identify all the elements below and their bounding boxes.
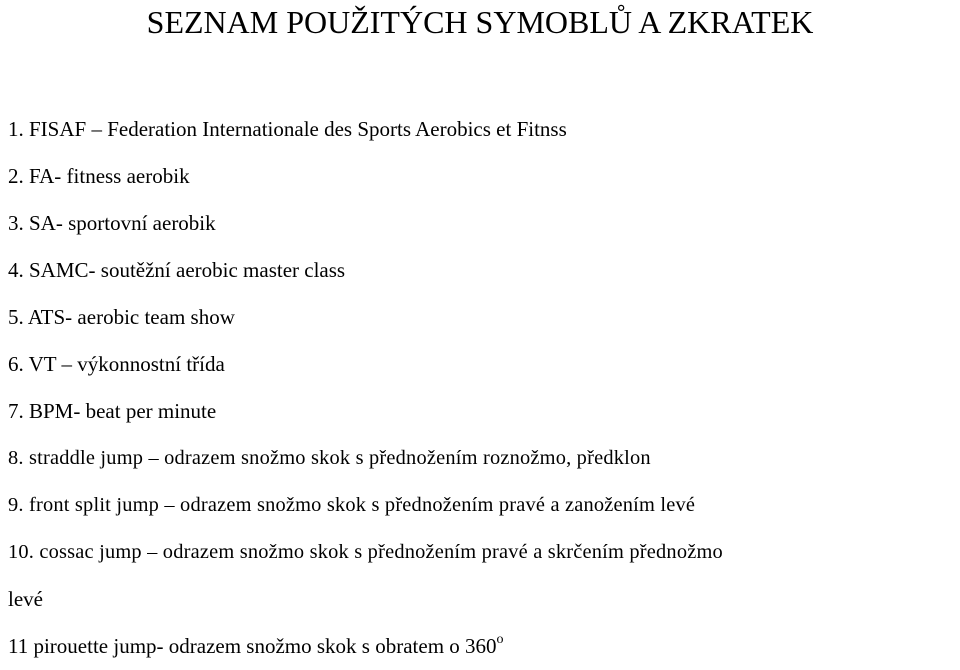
- list-item: 8. straddle jump – odrazem snožmo skok s přednožením roznožmo, předklon: [8, 447, 651, 469]
- list-item: [8, 623, 958, 670]
- page-title: SEZNAM POUŽITÝCH SYMOBLŮ A ZKRATEK: [146, 4, 814, 40]
- list-item: 9. front split jump – odrazem snožmo skok s přednožením pravé a zanožením levé: [8, 494, 696, 516]
- list-item: 5. ATS- aerobic team show: [8, 305, 235, 329]
- list-item: 3. SA- sportovní aerobik: [8, 211, 216, 235]
- list-item: 6. VT – výkonnostní třída: [8, 352, 225, 376]
- list-item: 7. BPM- beat per minute: [8, 399, 217, 423]
- list-item: 2. FA- fitness aerobik: [8, 164, 190, 188]
- abbreviation-list: [8, 106, 958, 670]
- list-item-continuation: levé: [8, 587, 43, 611]
- degree-superscript: o: [496, 632, 504, 647]
- list-item: 4. SAMC- soutěžní aerobic master class: [8, 258, 346, 282]
- list-item: 10. cossac jump – odrazem snožmo skok s přednožením pravé a skrčením přednožmo: [8, 541, 723, 563]
- list-item: 1. FISAF – Federation Internationale des Sports Aerobics et Fitnss: [8, 117, 567, 141]
- list-item-text: 11 pirouette jump- odrazem snožmo skok s obratem o 360: [8, 634, 497, 658]
